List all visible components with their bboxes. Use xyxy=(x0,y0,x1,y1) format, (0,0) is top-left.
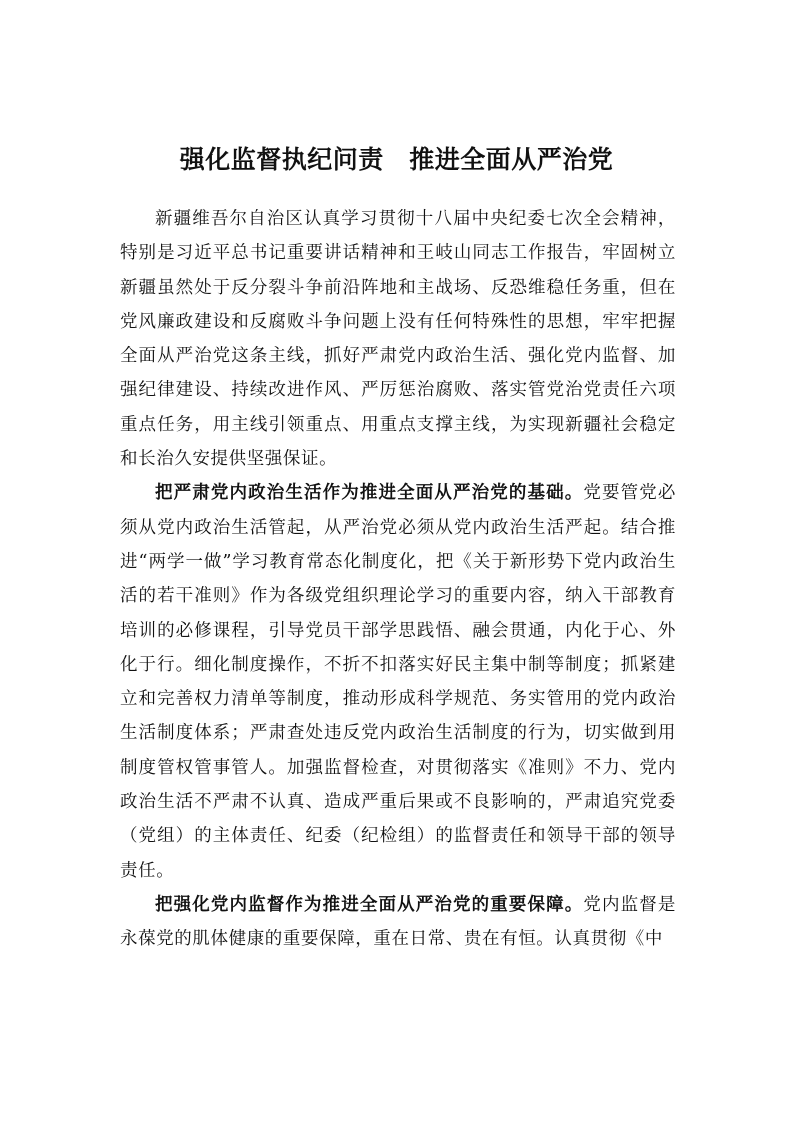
paragraph-text: 新疆维吾尔自治区认真学习贯彻十八届中央纪委七次全会精神，特别是习近平总书记重要讲话精神和王岐山同志工作报告，牢固树立新疆虽然处于反分裂斗争前沿阵地和主战场、反恐维稳任务重，但在党风廉政建设和反腐败斗争问题上没有任何特殊性的思想，牢牢把握全面从严治党这条主线，抓好严肃党内政治生活、强化党内监督、加强纪律建设、持续改进作风、严厉惩治腐败、落实管党治党责任六项重点任务，用主线引领重点、用重点支撑主线，为实现新疆社会稳定和长治久安提供坚强保证。 xyxy=(120,209,676,470)
paragraph-lead: 把严肃党内政治生活作为推进全面从严治党的基础。 xyxy=(155,483,584,504)
paragraph-lead: 把强化党内监督作为推进全面从严治党的重要保障。 xyxy=(155,894,584,915)
paragraph-internal-supervision xyxy=(120,888,676,957)
paragraph-text: 党内监督是永葆党的肌体健康的重要保障，重在日常、贵在有恒。认真贯彻《中 xyxy=(120,894,676,950)
paragraph-intro xyxy=(120,202,676,476)
paragraph-political-life xyxy=(120,476,676,888)
document-body xyxy=(120,202,676,957)
paragraph-text: 党要管党必须从党内政治生活管起，从严治党必须从党内政治生活严起。结合推进“两学一做”学习教育常态化制度化，把《关于新形势下党内政治生活的若干准则》作为各级党组织理论学习的重要内容，纳入干部教育培训的必修课程，引导党员干部学思践悟、融会贯通，内化于心、外化于行。细化制度操作，不折不扣落实好民主集中制等制度；抓紧建立和完善权力清单等制度，推动形成科学规范、务实管用的党内政治生活制度体系；严肃查处违反党内政治生活制度的行为，切实做到用制度管权管事管人。加强监督检查，对贯彻落实《准则》不力、党内政治生活不严肃不认真、造成严重后果或不良影响的，严肃追究党委（党组）的主体责任、纪委（纪检组）的监督责任和领导干部的领导责任。 xyxy=(120,483,676,881)
document-title: 强化监督执纪问责 推进全面从严治党 xyxy=(179,145,614,174)
